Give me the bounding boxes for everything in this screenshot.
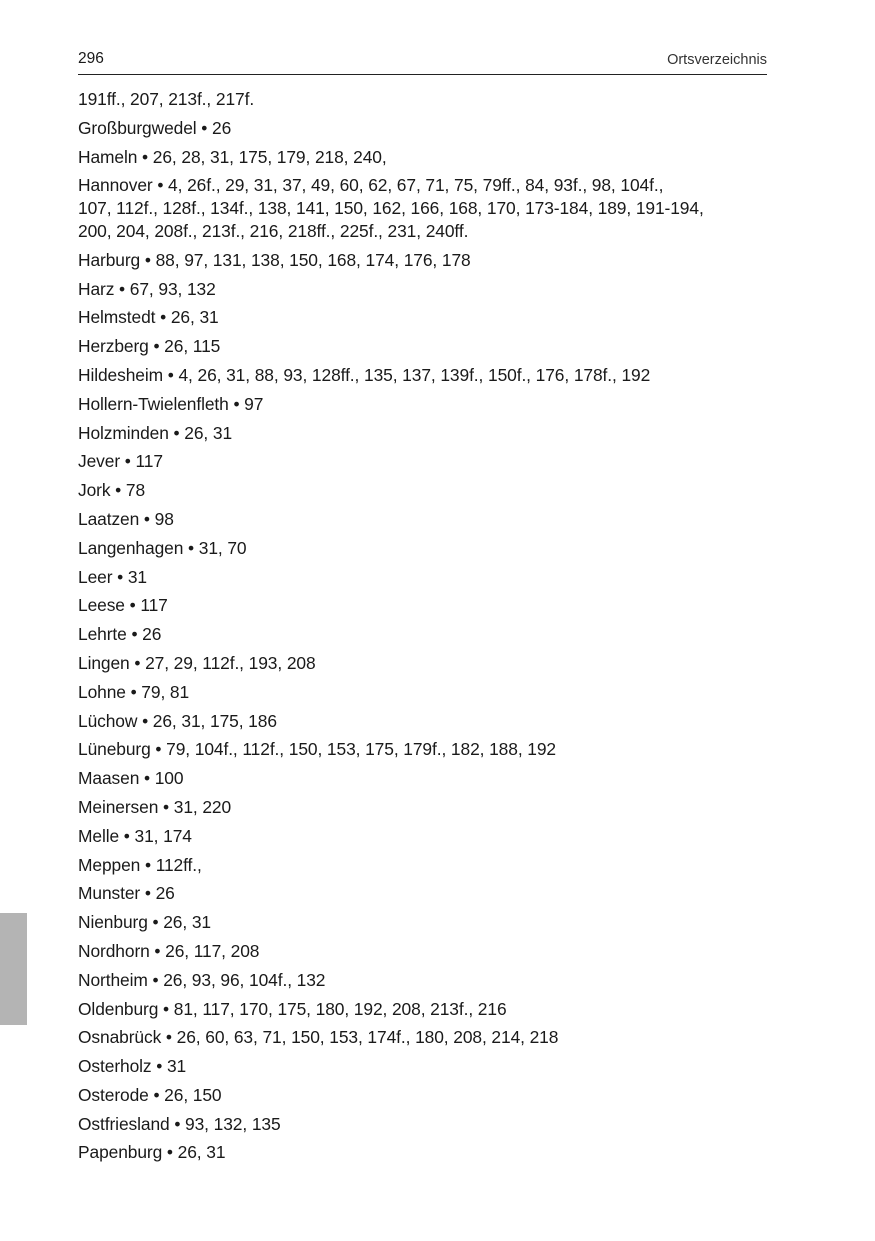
index-entry-line: Langenhagen • 31, 70 <box>78 537 247 558</box>
index-entry <box>78 1026 778 1049</box>
index-entry-line: Harburg • 88, 97, 131, 138, 150, 168, 174, 176, 178 <box>78 249 471 270</box>
index-entry <box>78 249 778 272</box>
index-entry <box>78 146 778 169</box>
index-entry-line: Osterode • 26, 150 <box>78 1084 222 1105</box>
index-entry-line: Herzberg • 26, 115 <box>78 336 221 357</box>
index-entry <box>78 508 778 531</box>
index-entry <box>78 364 778 387</box>
index-entry-line: Munster • 26 <box>78 883 175 904</box>
index-entry <box>78 738 778 761</box>
index-entry-line: Lüchow • 26, 31, 175, 186 <box>78 710 277 731</box>
index-entry <box>78 278 778 301</box>
index-entry-line: Hollern-Twielenfleth • 97 <box>78 393 264 414</box>
index-entry <box>78 335 778 358</box>
index-entry-line: Hameln • 26, 28, 31, 175, 179, 218, 240, <box>78 146 387 167</box>
index-entry <box>78 825 778 848</box>
index-entry-line: Melle • 31, 174 <box>78 825 192 846</box>
place-index-list <box>78 88 778 1170</box>
index-entry <box>78 796 778 819</box>
index-entry <box>78 652 778 675</box>
index-entry-line: Meppen • 112ff., <box>78 854 202 875</box>
running-header <box>78 48 767 75</box>
index-entry <box>78 117 778 140</box>
index-entry <box>78 566 778 589</box>
index-entry-line: Nienburg • 26, 31 <box>78 912 211 933</box>
index-entry-line: Leer • 31 <box>78 566 148 587</box>
index-entry <box>78 450 778 473</box>
index-entry-line: Lehrte • 26 <box>78 624 162 645</box>
index-entry-line: Osnabrück • 26, 60, 63, 71, 150, 153, 174f., 180, 208, 214, 218 <box>78 1027 559 1048</box>
index-entry <box>78 479 778 502</box>
index-entry-line: Laatzen • 98 <box>78 508 174 529</box>
index-entry <box>78 537 778 560</box>
index-entry <box>78 882 778 905</box>
index-entry <box>78 422 778 445</box>
index-entry-line: Papenburg • 26, 31 <box>78 1142 226 1163</box>
index-entry <box>78 1055 778 1078</box>
index-entry <box>78 854 778 877</box>
index-entry <box>78 969 778 992</box>
index-entry <box>78 88 778 111</box>
index-entry-line: Großburgwedel • 26 <box>78 117 232 138</box>
index-entry <box>78 306 778 329</box>
index-entry-line: Leese • 117 <box>78 595 168 616</box>
index-entry-line: Oldenburg • 81, 117, 170, 175, 180, 192, 208, 213f., 216 <box>78 998 507 1019</box>
index-entry-line: Osterholz • 31 <box>78 1056 187 1077</box>
index-entry-line: Nordhorn • 26, 117, 208 <box>78 940 260 961</box>
index-entry-line: Hannover • 4, 26f., 29, 31, 37, 49, 60, 62, 67, 71, 75, 79ff., 84, 93f., 98, 104f., <box>78 175 664 196</box>
running-title: Ortsverzeichnis <box>667 52 767 68</box>
index-entry <box>78 911 778 934</box>
index-entry <box>78 998 778 1021</box>
index-entry <box>78 174 778 242</box>
index-entry <box>78 1141 778 1164</box>
index-entry <box>78 594 778 617</box>
index-entry-line: 107, 112f., 128f., 134f., 138, 141, 150, 162, 166, 168, 170, 173-184, 189, 191-194, <box>78 198 704 219</box>
index-entry-line: 200, 204, 208f., 213f., 216, 218ff., 225f., 231, 240ff. <box>78 220 469 241</box>
index-entry-line: Lohne • 79, 81 <box>78 681 190 702</box>
index-entry-line: Holzminden • 26, 31 <box>78 422 233 443</box>
index-entry-line: Hildesheim • 4, 26, 31, 88, 93, 128ff., 135, 137, 139f., 150f., 176, 178f., 192 <box>78 364 651 385</box>
index-entry <box>78 681 778 704</box>
index-entry-line: Jever • 117 <box>78 451 163 472</box>
index-entry-line: Maasen • 100 <box>78 768 184 789</box>
index-entry-line: Lüneburg • 79, 104f., 112f., 150, 153, 175, 179f., 182, 188, 192 <box>78 739 556 760</box>
index-entry <box>78 623 778 646</box>
index-entry <box>78 940 778 963</box>
index-entry <box>78 710 778 733</box>
index-entry <box>78 393 778 416</box>
index-entry <box>78 1084 778 1107</box>
index-entry-line: Ostfriesland • 93, 132, 135 <box>78 1113 281 1134</box>
index-entry <box>78 767 778 790</box>
index-entry-line: Helmstedt • 26, 31 <box>78 307 219 328</box>
index-entry-line: Northeim • 26, 93, 96, 104f., 132 <box>78 969 326 990</box>
index-entry-line: Harz • 67, 93, 132 <box>78 278 216 299</box>
page-number: 296 <box>78 50 104 67</box>
index-entry <box>78 1113 778 1136</box>
index-entry-line: 191ff., 207, 213f., 217f. <box>78 89 255 109</box>
index-entry-line: Lingen • 27, 29, 112f., 193, 208 <box>78 652 316 673</box>
index-entry-line: Meinersen • 31, 220 <box>78 796 232 817</box>
index-entry-line: Jork • 78 <box>78 480 146 501</box>
thumb-index-tab <box>0 913 27 1025</box>
